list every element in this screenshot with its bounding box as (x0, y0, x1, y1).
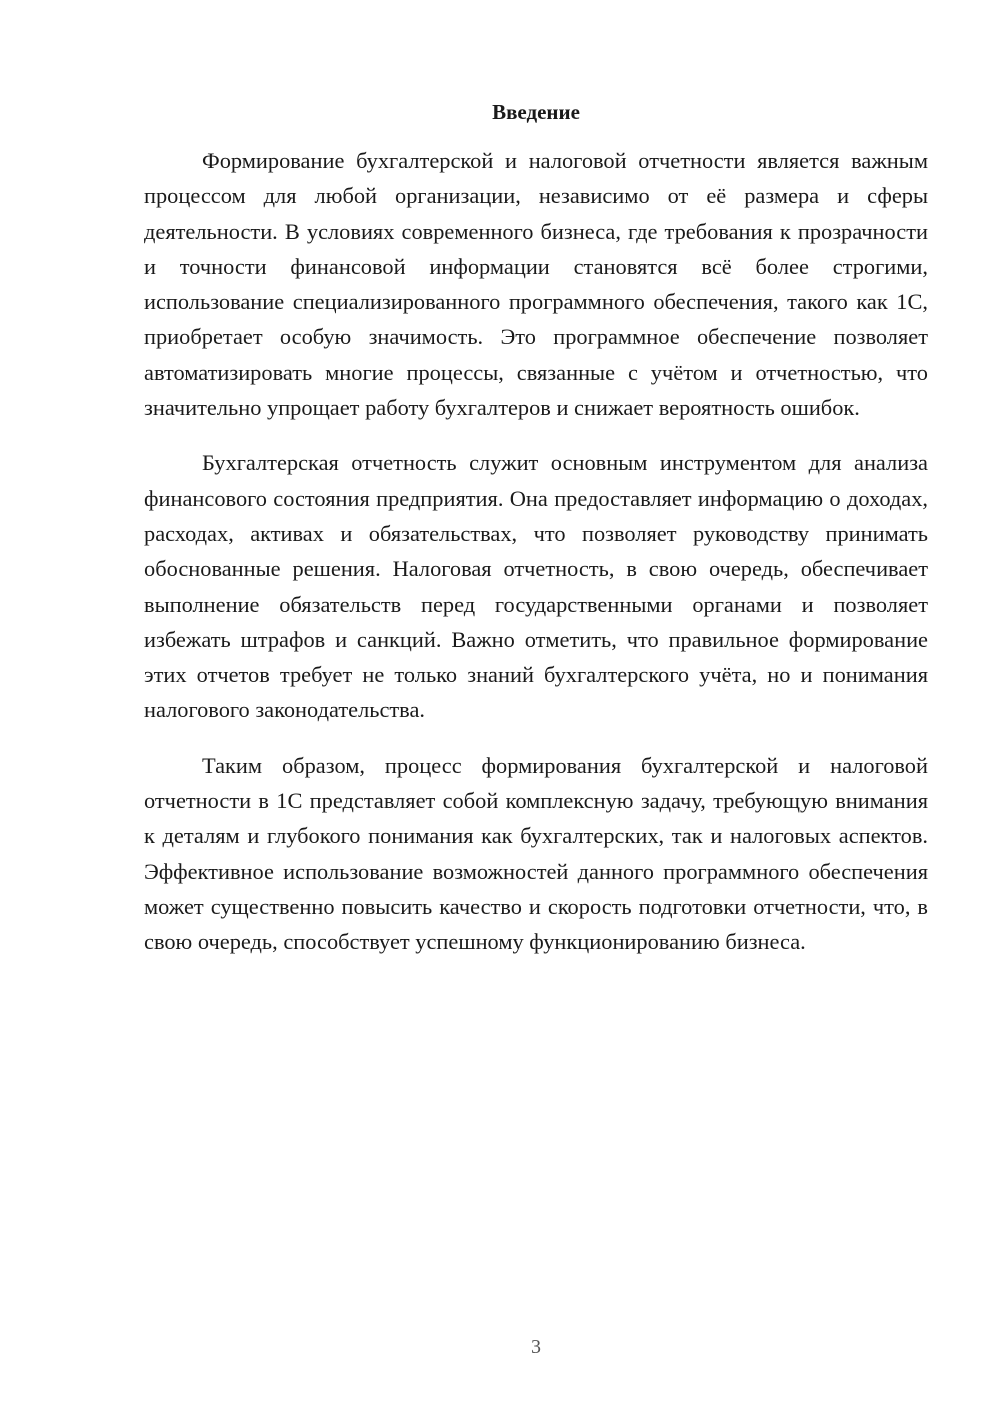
page-number: 3 (531, 1336, 541, 1358)
paragraph-2: Бухгалтерская отчетность служит основным инструментом для анализа финансового состояния предприятия. Она предоставляет информацию о доходах, расходах, активах и обязательствах, что позволяет руководству принимать обоснованные решения. Налоговая отчетность, в свою очередь, обеспечивает выполнение обязательств перед государственными органами и позволяет избежать штрафов и санкций. Важно отметить, что правильное формирование этих отчетов требует не только знаний бухгалтерского учёта, но и понимания налогового законодательства. (144, 450, 928, 723)
paragraph-3: Таким образом, процесс формирования бухгалтерской и налоговой отчетности в 1С представляет собой комплексную задачу, требующую внимания к деталям и глубокого понимания как бухгалтерских, так и налоговых аспектов. Эффективное использование возможностей данного программного обеспечения может существенно повысить качество и скорость подготовки отчетности, что, в свою очередь, способствует успешному функционированию бизнеса. (144, 752, 928, 955)
body-text (144, 143, 928, 980)
section-title: Введение (492, 100, 580, 124)
paragraph-1: Формирование бухгалтерской и налоговой отчетности является важным процессом для любой организации, независимо от её размера и сферы деятельности. В условиях современного бизнеса, где требования к прозрачности и точности финансовой информации становятся всё более строгими, использование специализированного программного обеспечения, такого как 1С, приобретает особую значимость. Это программное обеспечение позволяет автоматизировать многие процессы, связанные с учётом и отчетностью, что значительно упрощает работу бухгалтеров и снижает вероятность ошибок. (144, 148, 928, 421)
